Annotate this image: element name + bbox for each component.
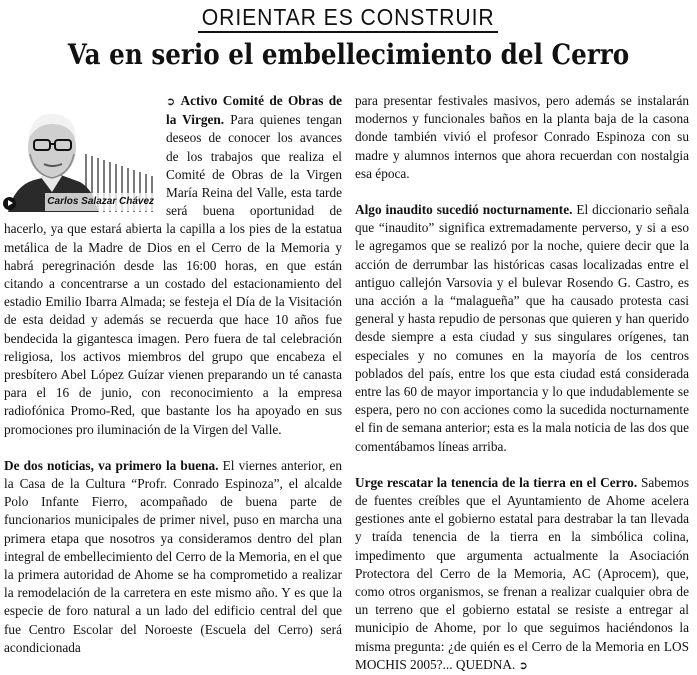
paragraph-3-lead: Algo inaudito sucedió nocturnamente. (355, 202, 573, 218)
author-byline: Carlos Salazar Chávez (45, 193, 156, 211)
paragraph-3-body: El diccionario señala que “inaudito” significa extremadamente perverso, y si a eso le agregamos que se realizó por la noche, quiere decir que la acción de derrumbar las históricas casas localizadas entre el antiguo callejón Varsovia y el bulevar Rosendo G. Castro, es una acción a la “malagueña” que ha causado protesta casi general y hasta repudio de personas que quieren y han querido desde siempre a esta ciudad y sus singulares orígenes, tan especiales y no comunes en la mayoría de los centros poblados del país, entre los que esta ciudad está considerada entre las 60 de mayor importancia y lo que indudablemente se espera, pero no con acciones como la sucedida nocturnamente el fin de semana anterior; esta es la mala noticia de las dos que comentábamos líneas arriba. (355, 202, 690, 454)
paragraph-1-lead: Activo Comité de Obras de la Virgen. (166, 93, 342, 128)
article-column-1 (4, 92, 342, 657)
paragraph-2-lead: De dos noticias, va primero la buena. (4, 457, 219, 473)
article-column-2 (355, 92, 689, 675)
paragraph-3 (355, 201, 689, 456)
headline: Va en serio el embellecimiento del Cerro (67, 38, 630, 71)
author-portrait (0, 94, 158, 212)
paragraph-1-body: Para quienes tengan deseos de conocer los avances de los trabajos que realiza el Comité de Obras de la Virgen María Reina del Valle, esta tarde será buena oportunidad de hacerlo, ya que estará abierta la capilla a los pies de la estatua metálica de la Madre de Dios en el Cerro de la Memoria y habrá peregrinación desde las 16:00 horas, en que están citando a concentrarse a un costado del estacionamiento del estadio Emilio Ibarra Almada; se festeja el Día de la Visitación de esta deidad y además se recuerda que hace 10 años fue bendecida la gigantesca imagen. Pero fuera de tal celebración religiosa, los activos miembros del grupo que encabeza el presbítero Abel López Guízar vienen preparando un té canasta para el 16 de junio, con reconocimiento a la empresa radiofónica Promo-Red, que bastante los ha apoyado en sus promociones pro iluminación de la Virgen del Valle. (4, 112, 342, 437)
paragraph-4 (355, 474, 689, 675)
section-kicker (0, 5, 697, 33)
paragraph-4-lead: Urge rescatar la tenencia de la tierra en el Cerro. (355, 474, 638, 490)
paragraph-4-body: Sabemos de fuentes creíbles que el Ayuntamiento de Ahome acelera gestiones ante el gobierno estatal para destrabar la tan llevada y traída tenencia de la tierra en la simbólica colina, impedimento que argumenta actualmente la Asociación Protectora del Cerro de la Memoria, AC (Aprocem), que, como otros organismos, se frenan a realizar cualquier obra de un terreno que el gobierno estatal se resiste a entregar al municipio de Ahome, por lo que seguimos haciéndonos la misma pregunta: ¿de quién es el Cerro de la Memoria en LOS MOCHIS 2005?... QUEDNA. (355, 474, 689, 672)
paragraph-2 (4, 457, 342, 657)
play-icon (3, 197, 16, 210)
end-mark-icon: ➲ (518, 658, 528, 672)
paragraph-2-continued (355, 92, 689, 183)
kicker-text: ORIENTAR ES CONSTRUIR (198, 5, 498, 33)
arrow-bullet-icon: ➲ (166, 95, 176, 108)
paragraph-2-body: El viernes anterior, en la Casa de la Cultura “Profr. Conrado Espinoza”, el alcalde Polo Infante Fierro, acompañado de buena parte de funcionarios municipales de primer nivel, puso en marcha una primera etapa que nosotros ya consideramos dentro del plan integral de embellecimiento del Cerro de la Memoria, en el que la primera autoridad de Ahome se ha comprometido a realizar la remodelación de la carretera en este mismo año. Y es que la especie de foro natural a un lado del edificio central del que fue Centro Escolar del Noroeste (Escuela del Cerro) será acondicionada (4, 457, 342, 655)
paragraph-2-continued-body: para presentar festivales masivos, pero además se instalarán modernos y funcionales baños en la planta baja de la casona donde también vivió el profesor Conrado Espinoza con su madre y alumnos internos que ahora recuerdan con nostalgia esa época. (355, 93, 689, 181)
